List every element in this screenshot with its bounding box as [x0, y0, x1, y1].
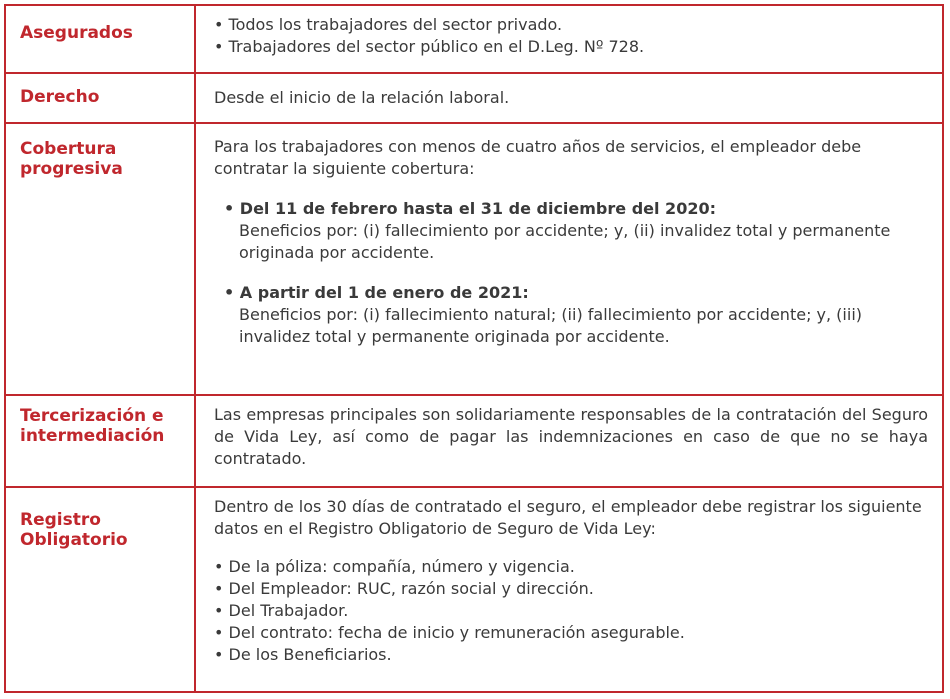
bullet-item: • Del Trabajador. [214, 601, 349, 620]
row-derecho [6, 72, 942, 122]
coverage-item [214, 282, 928, 348]
row-label: Derecho [6, 74, 196, 122]
coverage-item [214, 198, 928, 264]
row-intro: Para los trabajadores con menos de cuatro años de servicios, el empleador debe contratar la siguiente cobertura: [214, 137, 862, 178]
bullet-item: • Del Empleador: RUC, razón social y dirección. [214, 579, 594, 598]
row-label: Cobertura progresiva [6, 124, 196, 394]
coverage-item-title: • A partir del 1 de enero de 2021: [224, 283, 529, 302]
row-content [196, 74, 942, 122]
row-content [196, 396, 942, 486]
seguro-vida-ley-table [4, 4, 944, 693]
bullet-item: • Trabajadores del sector público en el D.Leg. Nº 728. [214, 37, 645, 56]
row-text: Las empresas principales son solidariamente responsables de la contratación del Seguro de Vida Ley, así como de pagar las indemnizaciones en caso de que no se haya contratado. [214, 405, 928, 468]
bullet-item: • Del contrato: fecha de inicio y remuneración asegurable. [214, 623, 685, 642]
coverage-item-text: Beneficios por: (i) fallecimiento natural; (ii) fallecimiento por accidente; y, (iii) invalidez total y permanente originada por accidente. [239, 305, 862, 346]
coverage-item-text: Beneficios por: (i) fallecimiento por accidente; y, (ii) invalidez total y permanente originada por accidente. [239, 221, 891, 262]
row-asegurados [6, 6, 942, 72]
row-label: Tercerización e intermediación [6, 396, 196, 486]
bullet-item: • Todos los trabajadores del sector privado. [214, 15, 563, 34]
bullet-item: • De la póliza: compañía, número y vigencia. [214, 557, 575, 576]
row-content [196, 488, 942, 691]
coverage-item-title: • Del 11 de febrero hasta el 31 de diciembre del 2020: [224, 199, 716, 218]
row-cobertura-progresiva [6, 122, 942, 394]
row-intro: Dentro de los 30 días de contratado el seguro, el empleador debe registrar los siguiente datos en el Registro Obligatorio de Seguro de Vida Ley: [214, 497, 922, 538]
row-text: Desde el inicio de la relación laboral. [214, 88, 510, 107]
bullet-item: • De los Beneficiarios. [214, 645, 392, 664]
row-content [196, 124, 942, 394]
row-label: Registro Obligatorio [6, 488, 196, 691]
row-registro-obligatorio [6, 486, 942, 691]
registro-bullets [214, 556, 928, 666]
row-content [196, 6, 942, 72]
row-label: Asegurados [6, 6, 196, 72]
row-tercerizacion [6, 394, 942, 486]
